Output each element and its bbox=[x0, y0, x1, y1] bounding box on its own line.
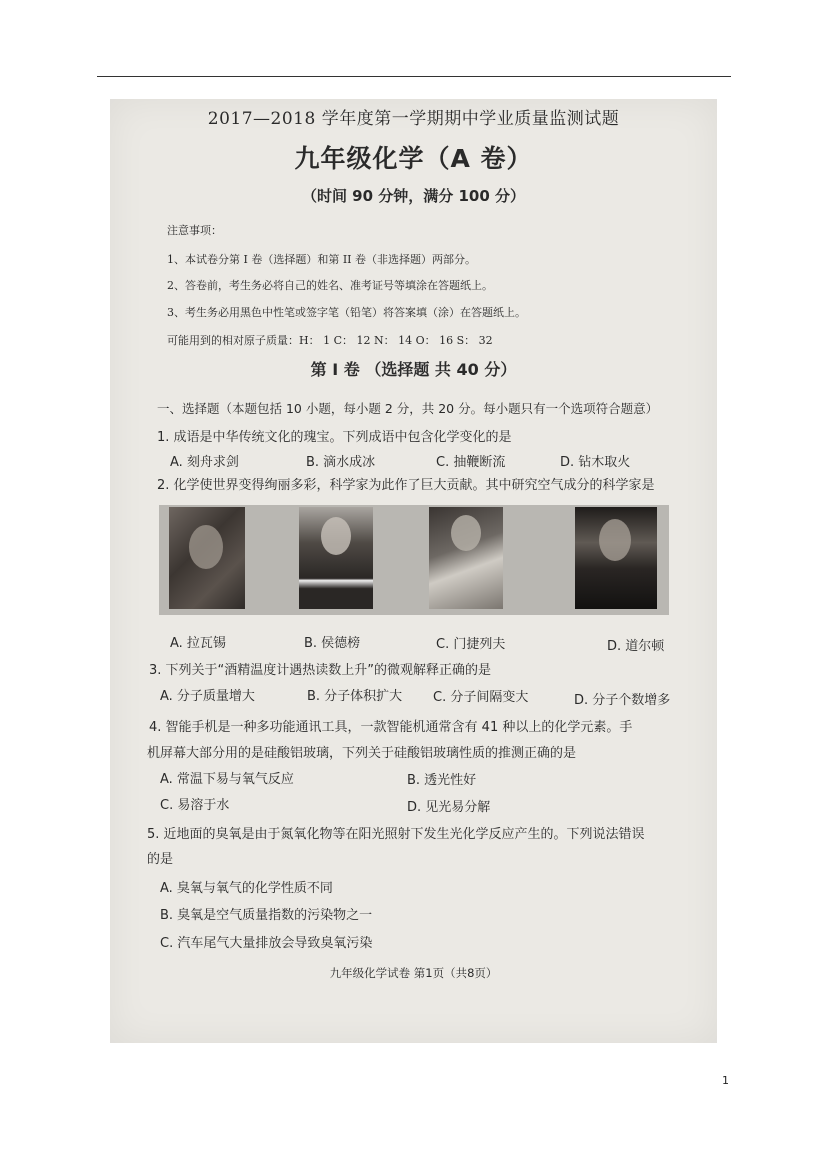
exam-time: （时间 90 分钟，满分 100 分） bbox=[301, 187, 526, 205]
notes-item-2: 2、答卷前，考生务必将自己的姓名、准考证号等填涂在答题纸上。 bbox=[167, 279, 493, 292]
question-5-stem-line-2: 的是 bbox=[147, 852, 174, 867]
question-1-option-d: D. 钻木取火 bbox=[560, 455, 631, 470]
question-1-stem: 1. 成语是中华传统文化的瑰宝。下列成语中包含化学变化的是 bbox=[157, 430, 512, 445]
question-4-option-c: C. 易溶于水 bbox=[160, 798, 230, 813]
atomic-masses: 可能用到的相对原子质量：H： 1 C： 12 N： 14 O： 16 S： 32 bbox=[167, 334, 493, 347]
portrait-dalton bbox=[575, 507, 657, 609]
question-5-stem-line-1: 5. 近地面的臭氧是由于氮氧化物等在阳光照射下发生光化学反应产生的。下列说法错误 bbox=[147, 827, 645, 842]
notes-item-1: 1、本试卷分第 I 卷（选择题）和第 II 卷（非选择题）两部分。 bbox=[167, 253, 477, 266]
question-1-option-b: B. 滴水成冰 bbox=[306, 455, 376, 470]
exam-title: 2017—2018 学年度第一学期期中学业质量监测试题 bbox=[207, 109, 620, 129]
question-2-stem: 2. 化学使世界变得绚丽多彩，科学家为此作了巨大贡献。其中研究空气成分的科学家是 bbox=[157, 478, 655, 493]
question-4-option-a: A. 常温下易与氧气反应 bbox=[160, 772, 294, 787]
question-4-option-b: B. 透光性好 bbox=[407, 773, 477, 788]
scientist-portraits bbox=[159, 505, 669, 615]
question-4-stem-line-1: 4. 智能手机是一种多功能通讯工具，一款智能机通常含有 41 种以上的化学元素。手 bbox=[149, 720, 633, 735]
portrait-lavoisier bbox=[169, 507, 245, 609]
page-footer: 九年级化学试卷 第1页（共8页） bbox=[329, 966, 498, 980]
question-4-stem-line-2: 机屏幕大部分用的是硅酸铝玻璃，下列关于硅酸铝玻璃性质的推测正确的是 bbox=[147, 746, 577, 761]
question-4-option-d: D. 见光易分解 bbox=[407, 800, 491, 815]
question-3-option-a: A. 分子质量增大 bbox=[160, 689, 255, 704]
exam-subject: 九年级化学（A 卷） bbox=[294, 144, 533, 173]
question-2-option-c: C. 门捷列夫 bbox=[436, 637, 506, 652]
question-3-option-c: C. 分子间隔变大 bbox=[433, 690, 529, 705]
question-5-option-c: C. 汽车尾气大量排放会导致臭氧污染 bbox=[160, 936, 373, 951]
page-number: 1 bbox=[722, 1074, 729, 1087]
question-3-option-b: B. 分子体积扩大 bbox=[307, 689, 403, 704]
header-rule bbox=[97, 76, 731, 77]
question-5-option-a: A. 臭氧与氧气的化学性质不同 bbox=[160, 881, 333, 896]
question-2-option-a: A. 拉瓦锡 bbox=[170, 636, 226, 651]
exam-photo bbox=[110, 99, 717, 1043]
question-2-option-d: D. 道尔顿 bbox=[607, 639, 665, 654]
notes-heading: 注意事项： bbox=[167, 224, 222, 237]
question-2-option-b: B. 侯德榜 bbox=[304, 636, 361, 651]
portrait-mendeleev bbox=[429, 507, 503, 609]
portrait-hou-debang bbox=[299, 507, 373, 609]
question-3-stem: 3. 下列关于“酒精温度计遇热读数上升”的微观解释正确的是 bbox=[149, 663, 492, 678]
question-5-option-b: B. 臭氧是空气质量指数的污染物之一 bbox=[160, 908, 373, 923]
question-1-option-c: C. 抽鞭断流 bbox=[436, 455, 506, 470]
section-instructions: 一、选择题（本题包括 10 小题，每小题 2 分，共 20 分。每小题只有一个选项符合题意） bbox=[157, 401, 659, 416]
notes-item-3: 3、考生务必用黑色中性笔或签字笔（铅笔）将答案填（涂）在答题纸上。 bbox=[167, 306, 526, 319]
question-3-option-d: D. 分子个数增多 bbox=[574, 693, 671, 708]
question-1-option-a: A. 刻舟求剑 bbox=[170, 455, 239, 470]
section-heading: 第 I 卷 （选择题 共 40 分） bbox=[310, 360, 517, 379]
